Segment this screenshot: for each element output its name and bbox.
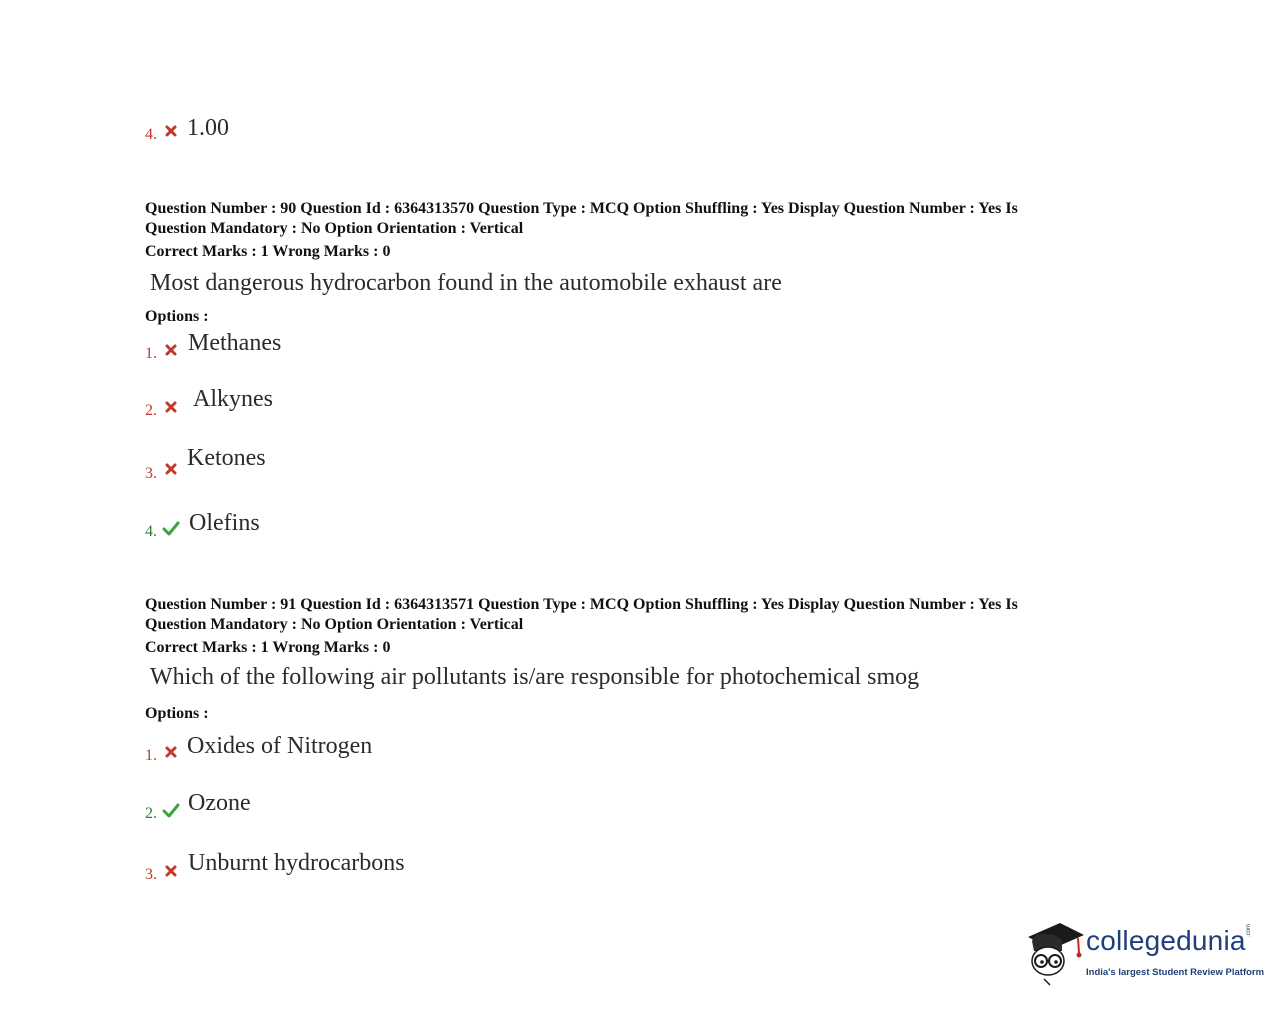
cross-icon [164, 745, 178, 759]
option-text: 1.00 [187, 115, 229, 141]
option-text: Ozone [188, 790, 251, 816]
option-text: Olefins [189, 510, 260, 536]
option-text: Oxides of Nitrogen [187, 733, 373, 759]
question-meta-line: Question Mandatory : No Option Orientation : Vertical [145, 220, 524, 237]
option-number: 3. [145, 465, 157, 482]
question-stem: Most dangerous hydrocarbon found in the automobile exhaust are [150, 270, 782, 296]
cross-icon [164, 400, 178, 414]
mascot-icon [1022, 917, 1086, 989]
question-meta [145, 595, 1018, 635]
question-marks: Correct Marks : 1 Wrong Marks : 0 [145, 639, 391, 656]
option-text: Ketones [187, 445, 266, 471]
question-meta-line: Question Number : 90 Question Id : 6364313570 Question Type : MCQ Option Shuffling : Yes Display Question Number : Yes Is [145, 200, 1018, 217]
cross-icon [164, 124, 178, 138]
question-meta-line: Question Mandatory : No Option Orientation : Vertical [145, 616, 524, 633]
collegedunia-logo [1022, 915, 1265, 995]
logo-wordmark: collegedunia [1086, 925, 1246, 956]
option-number: 3. [145, 866, 157, 883]
option-number: 1. [145, 345, 157, 362]
question-stem: Which of the following air pollutants is/are responsible for photochemical smog [150, 664, 920, 690]
option-number: 4. [145, 523, 157, 540]
option-number: 4. [145, 126, 157, 143]
question-marks: Correct Marks : 1 Wrong Marks : 0 [145, 243, 391, 260]
option-text: Methanes [188, 330, 282, 356]
option-text: Alkynes [193, 386, 273, 412]
cross-icon [164, 462, 178, 476]
question-meta [145, 199, 1018, 239]
cross-icon [164, 864, 178, 878]
option-number: 2. [145, 805, 157, 822]
question-meta-line: Question Number : 91 Question Id : 6364313571 Question Type : MCQ Option Shuffling : Yes Display Question Number : Yes Is [145, 596, 1018, 613]
checkmark-icon [162, 520, 180, 536]
options-label: Options : [145, 705, 209, 722]
logo-tagline: India's largest Student Review Platform [1086, 967, 1265, 978]
options-label: Options : [145, 308, 209, 325]
cross-icon [164, 343, 178, 357]
logo-domain-suffix: .com [1246, 923, 1252, 937]
option-number: 2. [145, 402, 157, 419]
checkmark-icon [162, 802, 180, 818]
option-number: 1. [145, 747, 157, 764]
option-text: Unburnt hydrocarbons [188, 850, 405, 876]
